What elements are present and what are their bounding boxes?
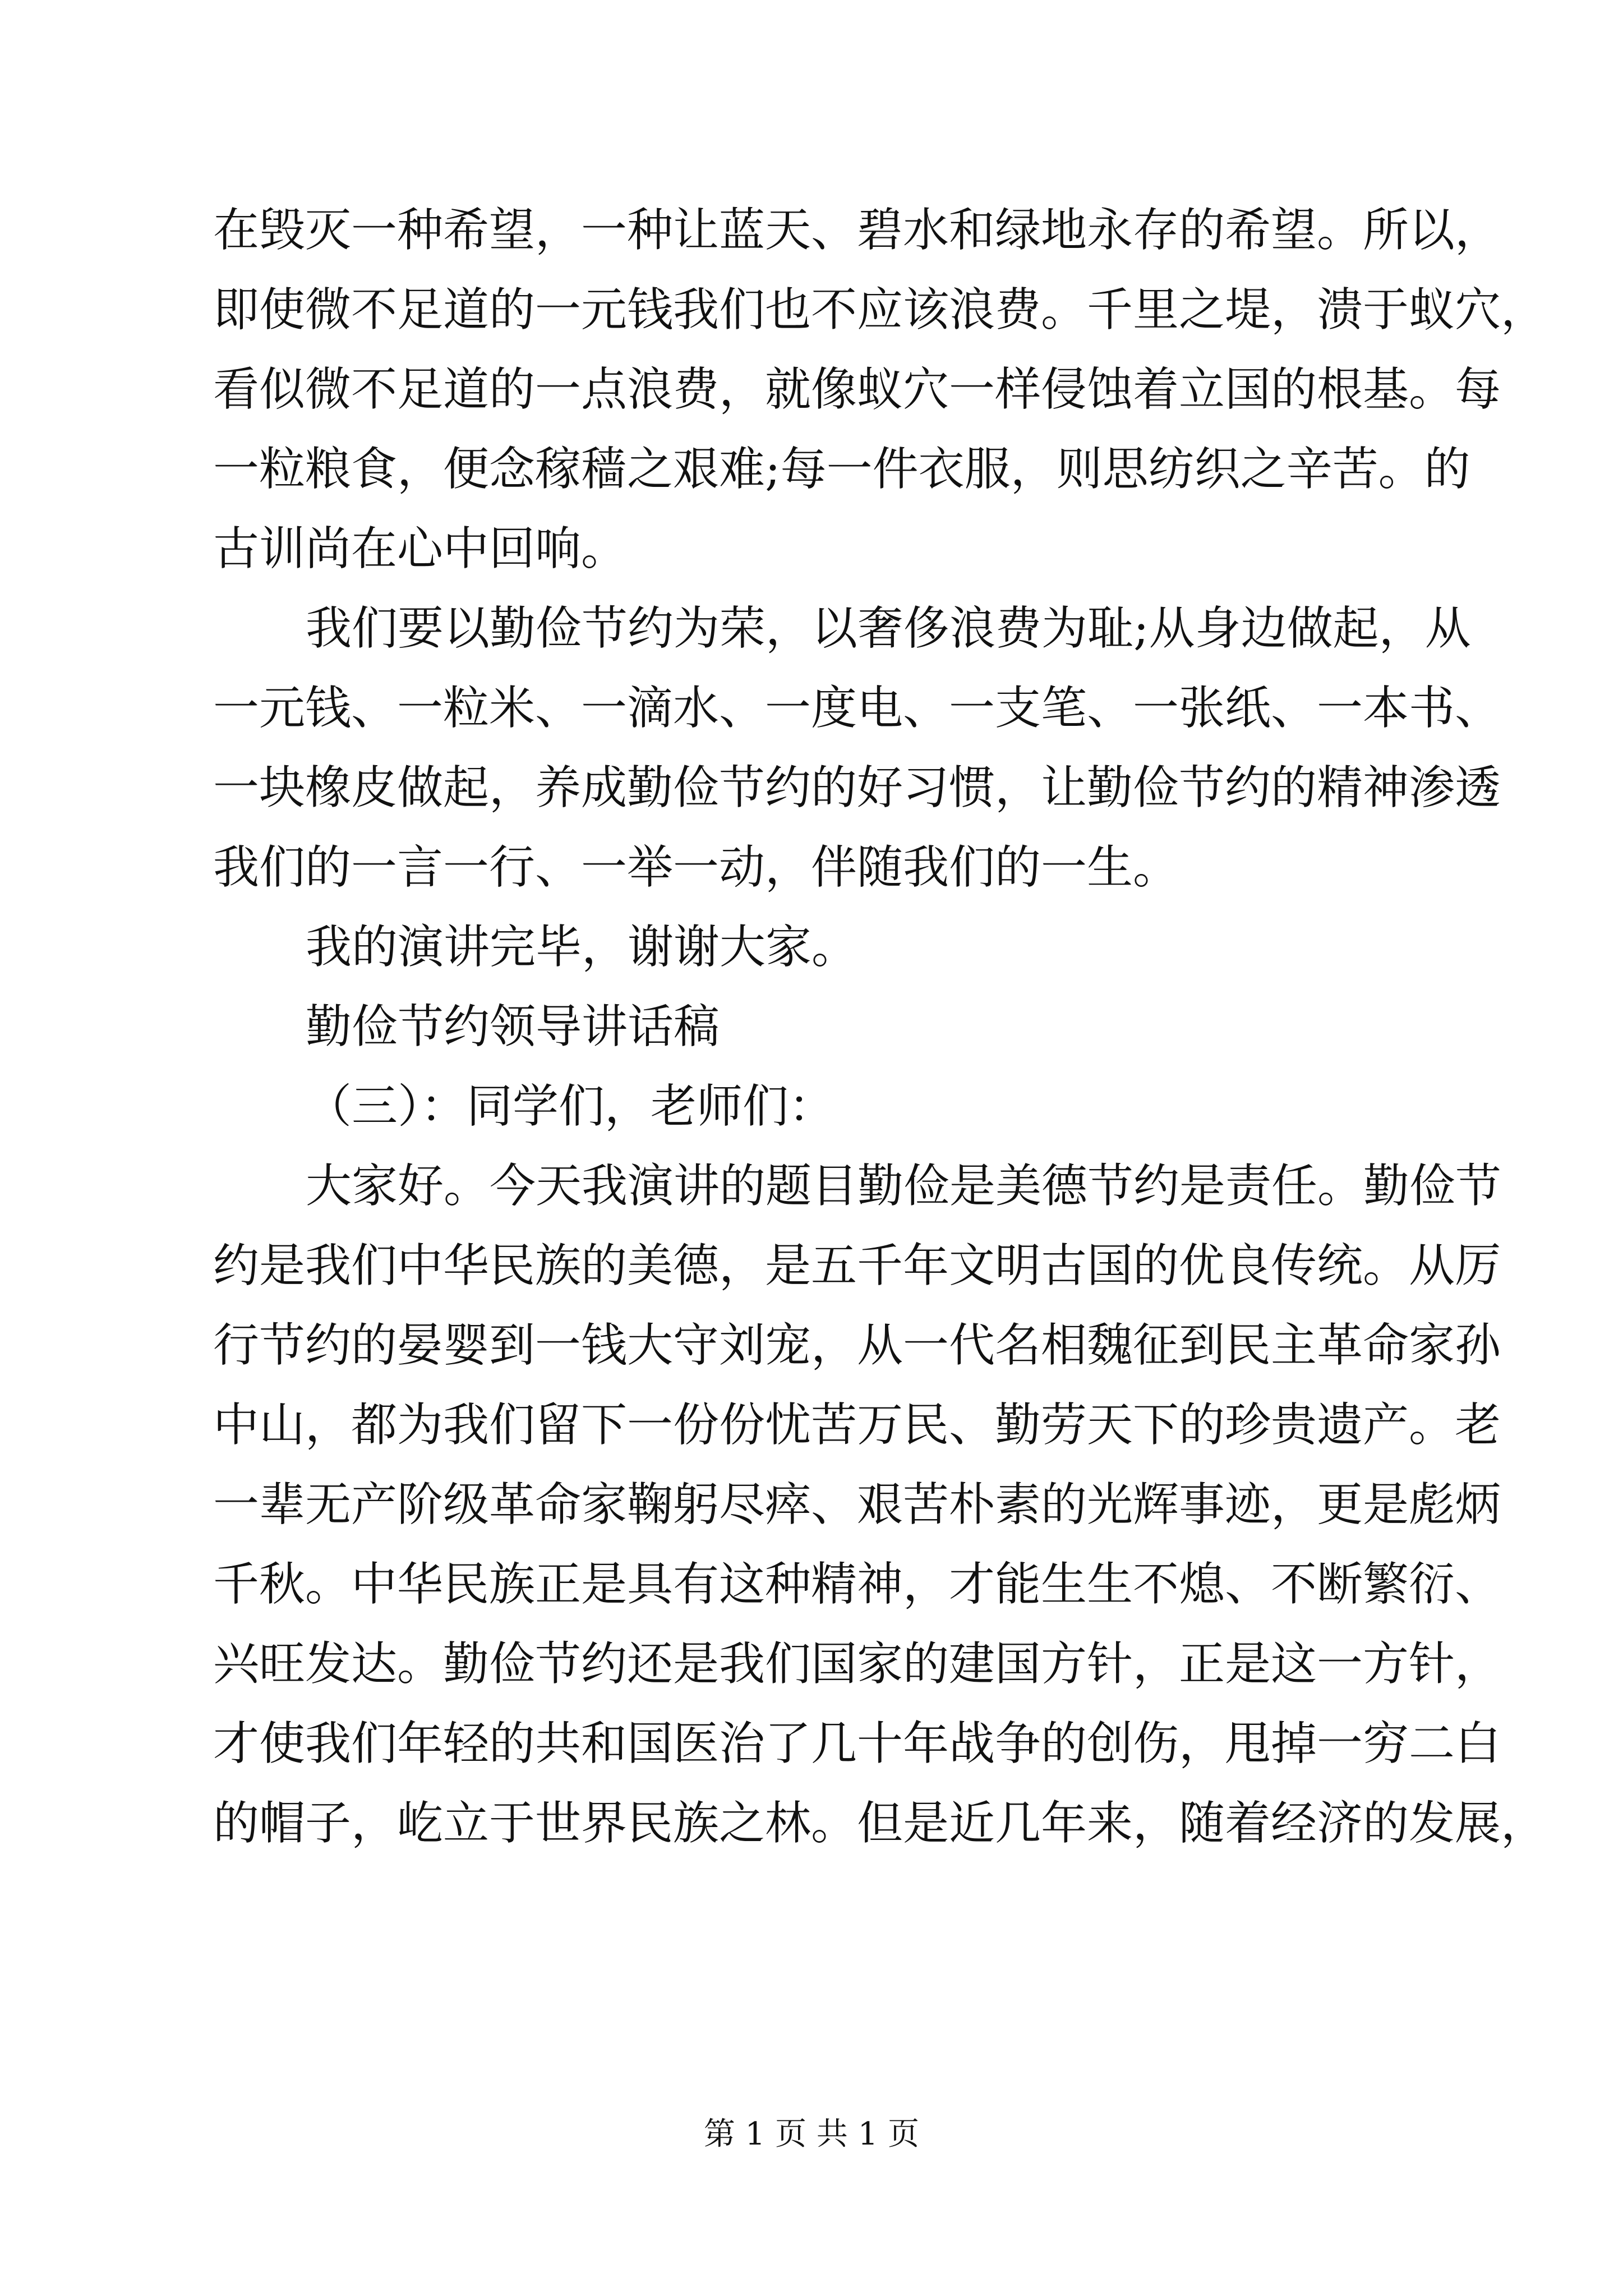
text-line: （三）：同学们，老师们： <box>306 1080 835 1133</box>
text-line: 勤俭节约领导讲话稿 <box>306 1000 720 1053</box>
text-line: 我的演讲完毕，谢谢大家。 <box>306 921 858 974</box>
text-line: 我们的一言一行、一举一动，伴随我们的一生。 <box>213 841 1179 894</box>
text-line: 一辈无产阶级革命家鞠躬尽瘁、艰苦朴素的光辉事迹，更是彪炳 <box>213 1478 1501 1531</box>
text-line: 一块橡皮做起，养成勤俭节约的好习惯，让勤俭节约的精神渗透 <box>213 761 1501 815</box>
page-footer: 第 1 页 共 1 页 <box>703 2116 920 2152</box>
text-line: 一粒粮食，便念稼穑之艰难;每一件衣服，则思纺织之辛苦。的 <box>213 443 1470 496</box>
text-line: 古训尚在心中回响。 <box>213 522 628 576</box>
text-line: 约是我们中华民族的美德，是五千年文明古国的优良传统。从厉 <box>213 1239 1501 1292</box>
text-line: 兴旺发达。勤俭节约还是我们国家的建国方针，正是这一方针， <box>213 1637 1501 1691</box>
text-line: 才使我们年轻的共和国医治了几十年战争的创伤，甩掉一穷二白 <box>213 1717 1501 1770</box>
text-line: 的帽子，屹立于世界民族之林。但是近几年来，随着经济的发展， <box>213 1797 1547 1850</box>
text-line: 我们要以勤俭节约为荣，以奢侈浪费为耻;从身边做起，从 <box>306 602 1471 655</box>
text-line: 即使微不足道的一元钱我们也不应该浪费。千里之堤，溃于蚁穴， <box>213 283 1547 337</box>
text-line: 一元钱、一粒米、一滴水、一度电、一支笔、一张纸、一本书、 <box>213 682 1501 735</box>
text-line: 中山，都为我们留下一份份忧苦万民、勤劳天下的珍贵遗产。老 <box>213 1398 1501 1452</box>
text-line: 千秋。中华民族正是具有这种精神，才能生生不熄、不断繁衍、 <box>213 1558 1501 1611</box>
text-line: 在毁灭一种希望，一种让蓝天、碧水和绿地永存的希望。所以， <box>213 204 1501 257</box>
text-line: 行节约的晏婴到一钱大守刘宠，从一代名相魏征到民主革命家孙 <box>213 1319 1501 1372</box>
text-line: 看似微不足道的一点浪费，就像蚁穴一样侵蚀着立国的根基。每 <box>213 363 1501 416</box>
text-line: 大家好。今天我演讲的题目勤俭是美德节约是责任。勤俭节 <box>306 1159 1502 1213</box>
document-body <box>213 191 1547 1864</box>
